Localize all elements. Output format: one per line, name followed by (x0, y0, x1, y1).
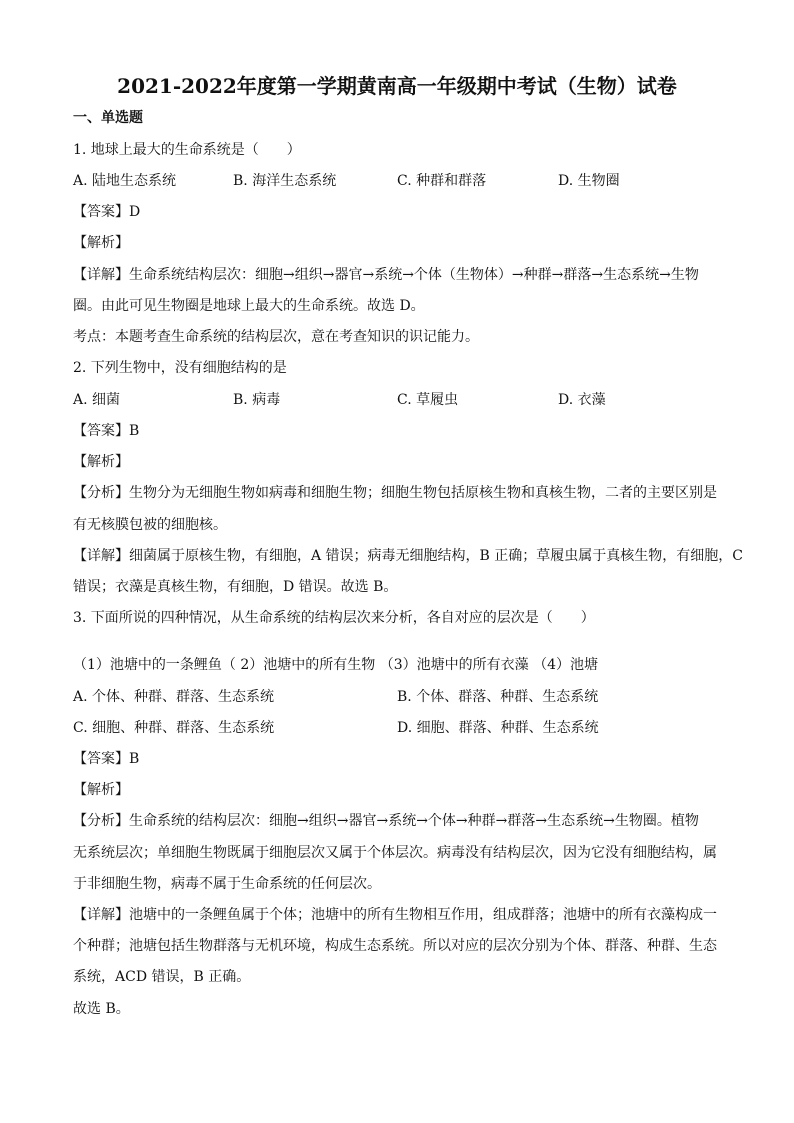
question-1-detail-line-2: 圈。由此可见生物圈是地球上最大的生命系统。故选 D。 (73, 298, 425, 314)
question-1-option-d: D. 生物圈 (558, 173, 620, 189)
question-2-fenxi-line-2: 有无核膜包被的细胞核。 (73, 517, 227, 533)
question-1-option-b: B. 海洋生态系统 (233, 173, 337, 189)
question-3-answer: 【答案】B (73, 751, 140, 767)
question-3-fenxi-line-1: 【分析】生命系统的结构层次：细胞→组织→器官→系统→个体→种群→群落→生态系统→生物圈。植物 (73, 813, 699, 829)
question-1-option-a: A. 陆地生态系统 (73, 173, 177, 189)
section-title: 一、单选题 (73, 110, 143, 126)
question-1-detail-line-1: 【详解】生命系统结构层次：细胞→组织→器官→系统→个体（生物体）→种群→群落→生态系统→生物 (73, 267, 699, 283)
question-2-analysis-label: 【解析】 (73, 454, 129, 470)
question-2-option-d: D. 衣藻 (558, 392, 606, 408)
question-2-option-a: A. 细菌 (73, 392, 121, 408)
question-3-option-d: D. 细胞、群落、种群、生态系统 (397, 720, 599, 736)
question-2-fenxi-line-1: 【分析】生物分为无细胞生物如病毒和细胞生物；细胞生物包括原核生物和真核生物，二者的主要区别是 (73, 485, 717, 501)
question-3-analysis-label: 【解析】 (73, 782, 129, 798)
question-3-fenxi-line-2: 无系统层次；单细胞生物既属于细胞层次又属于个体层次。病毒没有结构层次，因为它没有细胞结构，属 (73, 845, 717, 861)
question-3-stem: 3. 下面所说的四种情况，从生命系统的结构层次来分析，各自对应的层次是（ ） (73, 610, 595, 626)
question-3-option-c: C. 细胞、种群、群落、生态系统 (73, 720, 275, 736)
question-3-fenxi-line-3: 于非细胞生物，病毒不属于生命系统的任何层次。 (73, 876, 381, 892)
question-3-detail-line-2: 个种群；池塘包括生物群落与无机环境，构成生态系统。所以对应的层次分别为个体、群落、种群、生态 (73, 938, 717, 954)
question-3-detail-line-3: 系统，ACD 错误，B 正确。 (73, 969, 251, 985)
question-2-answer: 【答案】B (73, 423, 140, 439)
question-3-items: （1）池塘中的一条鲤鱼（ 2）池塘中的所有生物 （3）池塘中的所有衣藻 （4）池塘 (73, 657, 598, 673)
question-2-stem: 2. 下列生物中，没有细胞结构的是 (73, 360, 287, 376)
question-1-stem: 1. 地球上最大的生命系统是（ ） (73, 142, 301, 158)
question-1-answer: 【答案】D (73, 204, 141, 220)
question-2-detail-line-2: 错误；衣藻是真核生物，有细胞，D 错误。故选 B。 (73, 579, 398, 595)
page-title: 2021-2022年度第一学期黄南高一年级期中考试（生物）试卷 (117, 74, 677, 98)
question-2-detail-line-1: 【详解】细菌属于原核生物，有细胞，A 错误；病毒无细胞结构，B 正确；草履虫属于真核生物，有细胞，C (73, 548, 744, 564)
question-1-option-c: C. 种群和群落 (397, 173, 487, 189)
question-1-analysis-label: 【解析】 (73, 235, 129, 251)
question-3-detail-line-1: 【详解】池塘中的一条鲤鱼属于个体；池塘中的所有生物相互作用，组成群落；池塘中的所有衣藻构成一 (73, 907, 717, 923)
question-2-option-b: B. 病毒 (233, 392, 281, 408)
question-1-note: 考点：本题考查生命系统的结构层次，意在考查知识的识记能力。 (73, 329, 479, 345)
question-3-option-b: B. 个体、群落、种群、生态系统 (397, 689, 599, 705)
question-3-conclusion: 故选 B。 (73, 1001, 130, 1017)
question-3-option-a: A. 个体、种群、群落、生态系统 (73, 689, 275, 705)
question-2-option-c: C. 草履虫 (397, 392, 459, 408)
